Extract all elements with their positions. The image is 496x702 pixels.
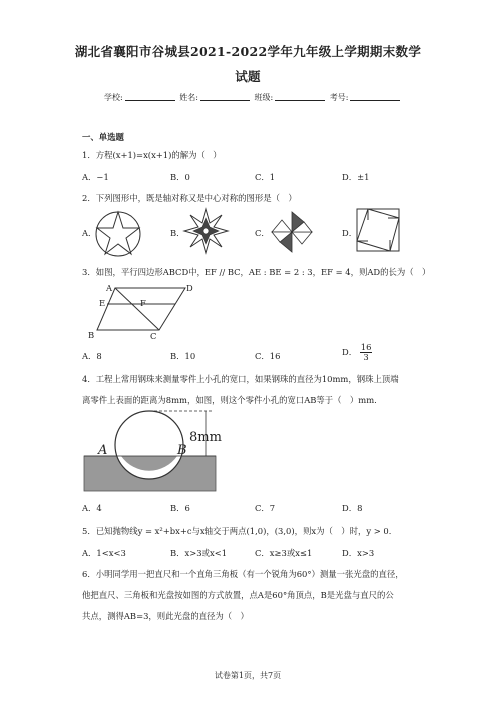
section-heading: 一、单选题 [82, 132, 124, 142]
fig3-label-f: F [140, 298, 146, 308]
question-5-stem: 5．已知抛物线y = x²+bx+c与x轴交于两点(1,0)，(3,0)，则x为（ ）时，y > 0． [82, 526, 398, 536]
class-label: 班级: [254, 93, 274, 102]
fig3-label-e: E [99, 298, 106, 308]
school-label: 学校: [104, 93, 123, 102]
q3-option-c[interactable]: C．16 [255, 351, 281, 361]
q1-option-c[interactable]: C．1 [255, 172, 276, 182]
exam-number-field[interactable] [350, 92, 400, 101]
q3-option-d[interactable] [342, 343, 372, 362]
question-6-stem-line3: 共点，测得AB=3，则此光盘的直径为（ ） [82, 611, 249, 621]
q4-option-b[interactable]: B．6 [170, 503, 190, 513]
question-4-stem-line2: 离零件上表面的距离为8mm，如图，则这个零件小孔的宽口AB等于（ ）mm. [82, 395, 377, 405]
question-1-stem: 1．方程(x+1)=x(x+1)的解为（ ） [82, 150, 222, 160]
fig4-label-b: B [177, 443, 187, 458]
q2-option-c[interactable]: C． [255, 228, 270, 238]
q4-option-d[interactable]: D．8 [342, 503, 363, 513]
fig4-label-8mm: 8mm [189, 430, 222, 445]
q5-option-c[interactable]: C．x≥3或x≤1 [255, 548, 313, 558]
q2-option-a[interactable]: A． [82, 228, 97, 238]
fig4-label-a: A [98, 443, 108, 458]
star-in-circle-figure [94, 210, 142, 258]
name-field[interactable] [200, 92, 250, 101]
question-6-stem-line2: 他把直尺、三角板和光盘按如图的方式放置，点A是60°角顶点，B是光盘与直尺的公 [82, 590, 394, 600]
fig3-label-c: C [150, 331, 157, 341]
fig3-label-d: D [186, 283, 193, 293]
eight-point-star-figure [183, 208, 229, 254]
fig3-label-a: A [106, 283, 113, 293]
nested-squares-figure [356, 208, 400, 252]
q3-option-d-label: D． [342, 347, 358, 357]
q4-option-c[interactable]: C．7 [255, 503, 276, 513]
page-footer: 试卷第1页，共7页 [214, 671, 282, 680]
q5-option-d[interactable]: D．x>3 [342, 548, 375, 558]
exam-number-label: 考号: [329, 93, 349, 102]
class-field[interactable] [275, 92, 325, 101]
q5-option-b[interactable]: B．x>3或x<1 [170, 548, 228, 558]
school-field[interactable] [125, 92, 175, 101]
q2-option-b[interactable]: B． [170, 228, 185, 238]
q1-option-b[interactable]: B．0 [170, 172, 190, 182]
name-label: 姓名: [179, 93, 198, 102]
fraction-denominator: 3 [363, 352, 369, 362]
page-title: 湖北省襄阳市谷城县2021-2022学年九年级上学期期末数学 [74, 44, 422, 59]
page-title-line2: 试题 [235, 69, 261, 84]
pinwheel-figure [270, 210, 314, 254]
q4-option-a[interactable]: A．4 [82, 503, 102, 513]
q1-option-a[interactable]: A．−1 [82, 172, 109, 182]
fraction-numerator: 16 [360, 342, 372, 352]
q5-option-a[interactable]: A．1<x<3 [82, 548, 126, 558]
question-3-stem: 3．如图，平行四边形ABCD中，EF // BC，AE : BE = 2 : 3，EF = 4，则AD的长为（ ） [82, 267, 431, 277]
question-6-stem-line1: 6．小明同学用一把直尺和一个直角三角板（有一个锐角为60°）测量一张光盘的直径， [82, 569, 404, 579]
question-4-stem-line1: 4．工程上常用钢珠来测量零件上小孔的宽口，如果钢珠的直径为10mm，钢珠上顶端 [82, 374, 399, 384]
q3-option-d-fraction [360, 343, 373, 362]
q2-option-d[interactable]: D． [342, 228, 358, 238]
fig3-label-b: B [88, 330, 95, 340]
q3-option-a[interactable]: A．8 [82, 351, 102, 361]
q3-option-b[interactable]: B．10 [170, 351, 196, 361]
q1-option-d[interactable]: D．±1 [342, 172, 370, 182]
question-2-stem: 2．下列图形中，既是轴对称又是中心对称的图形是（ ） [82, 193, 297, 203]
info-fields [104, 92, 402, 103]
